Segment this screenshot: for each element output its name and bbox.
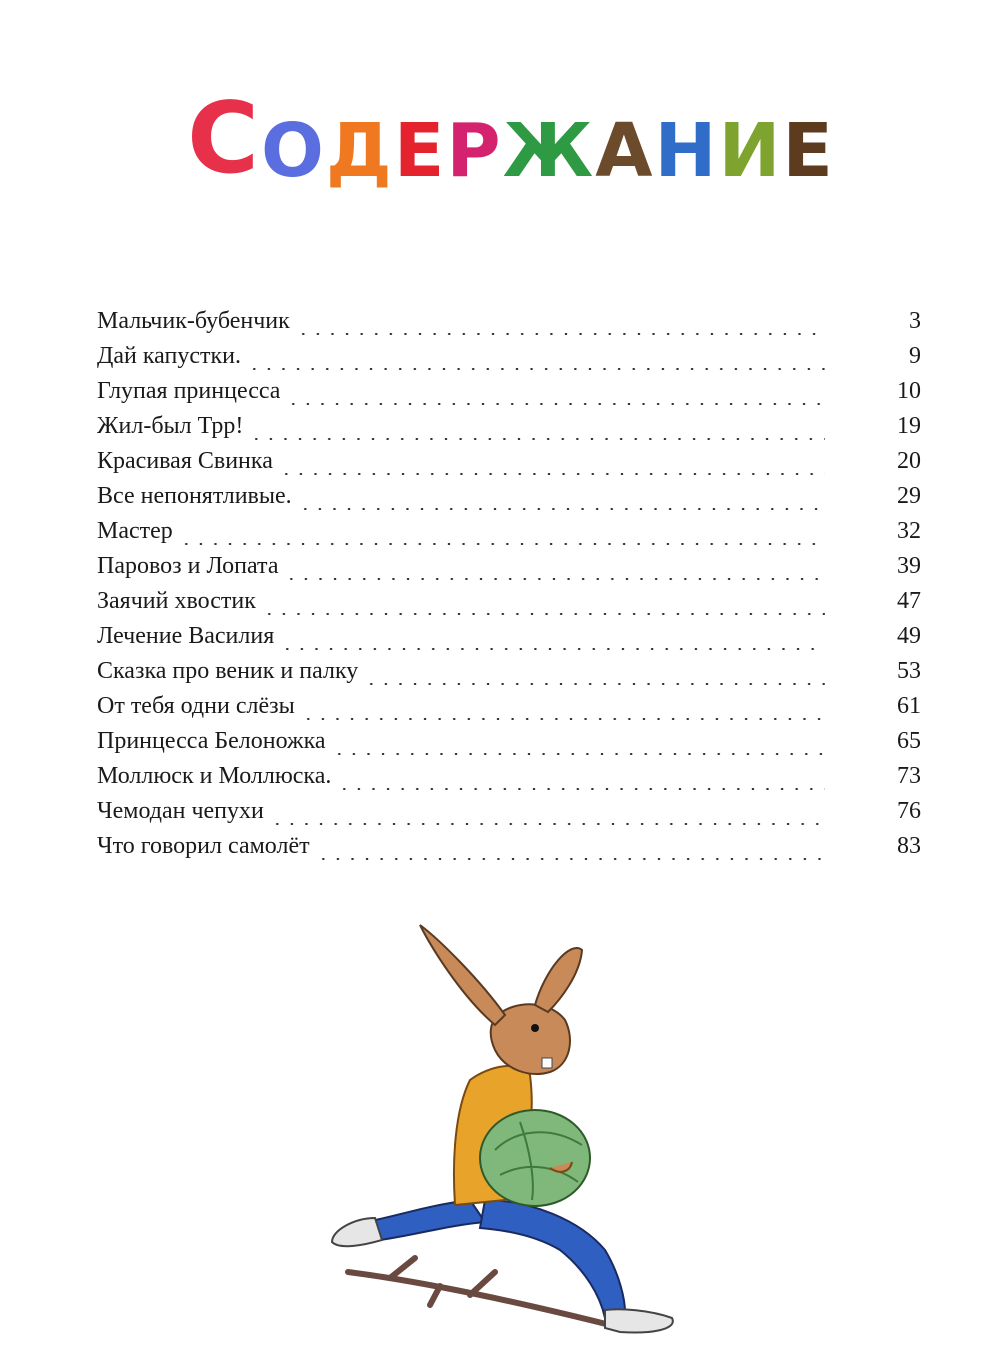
toc-entry-page-number: 29	[897, 483, 921, 509]
rabbit-right-ear	[535, 948, 582, 1012]
toc-entry-title: Принцесса Белоножка	[97, 728, 326, 754]
toc-entry-page-number: 9	[909, 343, 921, 369]
toc-entry[interactable]	[97, 374, 921, 409]
toc-entry-title: Красивая Свинка	[97, 448, 273, 474]
toc-entry[interactable]	[97, 444, 921, 479]
toc-entry-page-number: 3	[909, 308, 921, 334]
title-letter: Е	[393, 108, 445, 194]
toc-entry[interactable]	[97, 759, 921, 794]
dot-leader	[298, 508, 825, 510]
table-of-contents	[97, 304, 921, 864]
toc-entry-title: Чемодан чепухи	[97, 798, 264, 824]
toc-entry-title: Что говорил самолёт	[97, 833, 310, 859]
title-letter: Р	[446, 108, 501, 194]
toc-entry-title: От тебя одни слёзы	[97, 693, 295, 719]
rabbit-eye	[531, 1024, 539, 1032]
toc-entry-page-number: 76	[897, 798, 921, 824]
toc-entry[interactable]	[97, 619, 921, 654]
dot-leader	[301, 718, 825, 720]
toc-entry[interactable]	[97, 724, 921, 759]
toc-entry[interactable]	[97, 304, 921, 339]
title-letter: Н	[654, 108, 717, 194]
toc-entry-title: Лечение Василия	[97, 623, 275, 649]
toc-entry[interactable]	[97, 549, 921, 584]
toc-entry-page-number: 20	[897, 448, 921, 474]
toc-entry-title: Мастер	[97, 518, 173, 544]
rabbit-front-shoe	[605, 1309, 673, 1332]
toc-entry-page-number: 49	[897, 623, 921, 649]
dot-leader	[279, 473, 825, 475]
toc-entry[interactable]	[97, 689, 921, 724]
toc-entry-page-number: 65	[897, 728, 921, 754]
toc-entry-page-number: 32	[897, 518, 921, 544]
title-letter: Ж	[502, 108, 594, 194]
dot-leader	[296, 333, 825, 335]
dot-leader	[364, 683, 825, 685]
dot-leader	[270, 823, 825, 825]
dot-leader	[332, 753, 825, 755]
toc-entry-page-number: 53	[897, 658, 921, 684]
dot-leader	[262, 613, 825, 615]
branch-shape	[348, 1258, 610, 1325]
page-title	[187, 78, 833, 196]
title-letter: О	[260, 108, 324, 194]
toc-entry-title: Жил-был Трр!	[97, 413, 244, 439]
toc-entry[interactable]	[97, 829, 921, 864]
toc-entry[interactable]	[97, 794, 921, 829]
dot-leader	[284, 578, 825, 580]
toc-entry-title: Все непонятливые.	[97, 483, 292, 509]
rabbit-left-ear	[420, 925, 505, 1025]
toc-entry-title: Сказка про веник и палку	[97, 658, 359, 684]
toc-entry-page-number: 19	[897, 413, 921, 439]
title-letter: А	[595, 108, 653, 194]
toc-entry-title: Мальчик-бубенчик	[97, 308, 290, 334]
dot-leader	[286, 403, 825, 405]
toc-entry-page-number: 83	[897, 833, 921, 859]
dot-leader	[179, 543, 825, 545]
title-letter: Е	[782, 108, 833, 194]
toc-entry-title: Паровоз и Лопата	[97, 553, 279, 579]
title-letter: И	[718, 108, 781, 194]
toc-entry[interactable]	[97, 409, 921, 444]
toc-entry-title: Глупая принцесса	[97, 378, 281, 404]
toc-entry[interactable]	[97, 514, 921, 549]
toc-entry[interactable]	[97, 479, 921, 514]
toc-entry-title: Заячий хвостик	[97, 588, 256, 614]
toc-entry-page-number: 47	[897, 588, 921, 614]
toc-entry[interactable]	[97, 654, 921, 689]
rabbit-teeth	[542, 1058, 552, 1068]
toc-entry[interactable]	[97, 339, 921, 374]
dot-leader	[316, 858, 825, 860]
rabbit-back-shoe	[332, 1218, 382, 1246]
dot-leader	[247, 368, 825, 370]
toc-entry-page-number: 61	[897, 693, 921, 719]
toc-entry-title: Дай капустки.	[97, 343, 241, 369]
toc-entry-page-number: 73	[897, 763, 921, 789]
dot-leader	[337, 788, 825, 790]
dot-leader	[280, 648, 825, 650]
cabbage-shape	[480, 1110, 590, 1206]
rabbit-back-leg	[375, 1200, 485, 1240]
dot-leader	[249, 438, 825, 440]
toc-entry-page-number: 39	[897, 553, 921, 579]
toc-entry-page-number: 10	[897, 378, 921, 404]
toc-entry[interactable]	[97, 584, 921, 619]
toc-entry-title: Моллюск и Моллюска.	[97, 763, 332, 789]
title-letter: С	[187, 82, 259, 196]
rabbit-illustration	[320, 900, 700, 1340]
title-letter: Д	[325, 108, 392, 194]
